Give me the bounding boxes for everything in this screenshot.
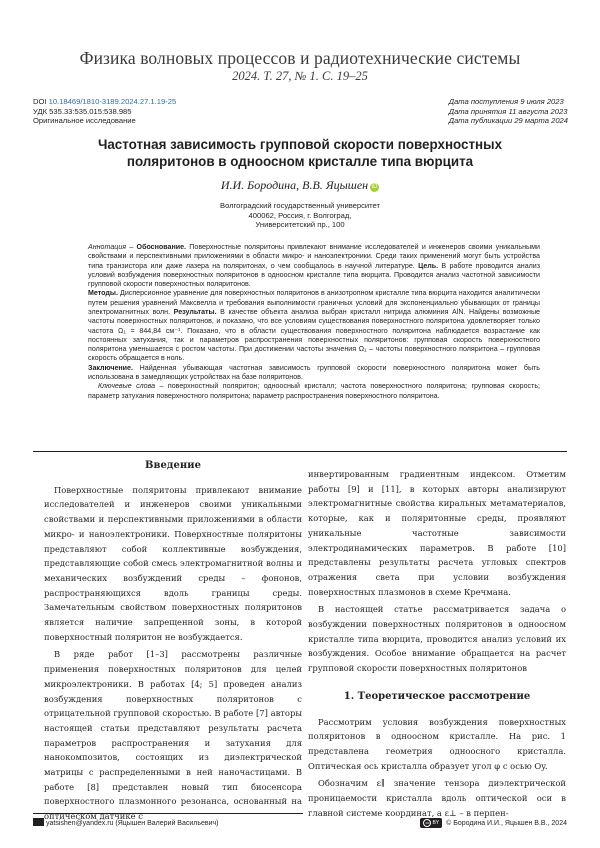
abstract-conclusion xyxy=(88,364,540,383)
affiliation-line-1: Волгоградский государственный университет xyxy=(220,201,380,210)
abstract xyxy=(88,243,540,401)
conclusion-text: Найденная убывающая частотная зависимость групповой скорости поверхностного поляритона может быть использована в замедляющих устройствах на базе поляритонов. xyxy=(88,363,540,381)
article-type: Оригинальное исследование xyxy=(33,116,136,126)
paragraph: В ряде работ [1–3] рассмотрены различные применения поверхностных поляритонов для целей микроэлектроники. В работах [4; 5] проведен анализ возбуждения поверхностных поляритонов с отрицательной групповой скоростью. В работе [7] авторы настоящей статьи представляют результаты расчета параметров распространения и затухания для нанокомпозитов, состоящих из диэлектрической матрицы с распределенными в ней наночастицами. В работе [8] представлен новый тип биосенсора поверхностного плазмонного резонанса, основанный на оптическом датчике с xyxy=(44,649,302,822)
paragraph: инвертированным градиентным индексом. Отметим работы [9] и [11], в которых авторы анализируют электромагнитные свойства киральных метаматериалов, которые, как и поляритонные среды, проявляют уникальные частотные зависимости электродинамических параметров. В работе [10] представлены результаты расчета угловых спектров отражения света при условии возбуждения поверхностных плазмонов в схеме Кречмана. xyxy=(308,469,566,597)
affiliation-line-3: Университетский пр., 100 xyxy=(255,220,345,230)
right-column xyxy=(308,467,566,820)
copyright: © Бородина И.И., Яцышен В.В., 2024 xyxy=(446,819,567,827)
cc-label: BY xyxy=(432,820,440,826)
paragraph: В настоящей статье рассматривается задача о возбуждении поверхностных поляритонов в одноосном кристалле типа вюрцита, проводится анализ условий их возбуждения. Особое внимание обращается на расчет групповой скорости поверхностных поляритонов xyxy=(308,604,566,674)
conclusion-label: Заключение. xyxy=(88,363,133,372)
section-divider xyxy=(33,451,567,452)
paragraph: Поверхностные поляритоны привлекают внимание исследователей и инженеров своими уникальными свойствами и перспективными приложениями в области микро- и наноэлектроники. Поверхностные поляритоны представляют собой коллективные возбуждения, представляющие собой смесь электромагнитной волны и механических возбуждений среды – фононов, распространяющихся вдоль границы среды. Замечательным свойством поверхностных поляритонов является наличие запрещенной зоны, в которой поверхностный поляритон не возбуждается. xyxy=(44,484,302,642)
doi-link[interactable]: 10.18469/1810-3189.2024.27.1.19-25 xyxy=(48,97,177,106)
basis-label: Обоснование. xyxy=(136,243,187,251)
orcid-icon[interactable]: iD xyxy=(371,184,378,190)
methods-label: Методы. xyxy=(88,289,118,298)
results-label: Результаты. xyxy=(173,307,217,316)
goal-text: В работе проводится анализ условий возбуждения поверхностных поляритонов в одноосном кристалле типа вюрцита. Проводится анализ частотной зависимости групповой скорости поверхностных поляритонов. xyxy=(88,261,540,289)
results-text: В качестве объекта анализа выбран кристалл нитрида алюминия AlN. Найдены возможные частоты поверхностных поляритонов, и показано, что все условиям существования поверхностного поляритона удовлетворяет только частота Ω₁ = 844,84 см⁻¹. Показано, что в области существования поверхностного поляритона наблюдается возрастание как постоянных затухания, так и параметров распространения поверхностных поляритонов: групповая скорость поверхностного поляритона уменьшается с ростом частоты. При достижении частоты значения Ω₁ – частоты поверхностного поляритона – групповая скорость обращается в ноль. xyxy=(88,307,540,363)
authors: И.И. Бородина, В.В. Яцышен xyxy=(220,178,369,192)
affiliation-line-2: 400062, Россия, г. Волгоград, xyxy=(248,210,352,220)
article-title: Частотная зависимость групповой скорости поверхностных поляритонов в одноосном кристалле типа вюрцита xyxy=(97,137,503,169)
date-received: Дата поступления 9 июля 2023 xyxy=(448,97,564,106)
affiliation xyxy=(0,201,600,230)
date-accepted: Дата принятия 11 августа 2023 xyxy=(448,106,568,116)
journal-volume: 2024. Т. 27, № 1. С. 19–25 xyxy=(232,69,368,83)
cc-by-license-icon[interactable]: cc BY xyxy=(420,818,442,828)
article-dates xyxy=(449,97,568,126)
abstract-label: Аннотация xyxy=(88,243,127,251)
journal-title: Физика волновых процессов и радиотехнические системы xyxy=(79,48,521,68)
envelope-icon xyxy=(33,818,44,826)
footer-rule xyxy=(33,813,303,814)
abstract-dash: – xyxy=(126,243,137,251)
corresponding-email[interactable]: yatsishen@yandex.ru (Яцышен Валерий Васильевич) xyxy=(46,820,219,827)
authors-line xyxy=(0,178,600,193)
article-metadata xyxy=(33,97,176,126)
date-published: Дата публикации 29 марта 2024 xyxy=(448,116,568,126)
keywords-text: – поверхностный поляритон; одноосный кристалл; частота поверхностного поляритона; групповая скорость; параметр затухания поверхностного поляритона; параметр распространения поверхностного поляритона. xyxy=(88,382,541,400)
abstract-methods xyxy=(88,289,540,363)
paragraph: Рассмотрим условия возбуждения поверхностных поляритонов в одноосном кристалле. На рис. 1 представлена геометрия одноосного кристалла. Оптическая ось кристалла образует угол φ с осью Oy. xyxy=(308,716,566,771)
section-heading-introduction: Введение xyxy=(145,460,201,471)
paragraph: Обозначим ε∥ значение тензора диэлектрической проницаемости кристалла вдоль оптической оси в главной системе координат, а ε⊥ – в перпен- xyxy=(308,778,566,818)
footer-email xyxy=(33,818,219,827)
goal-label: Цель. xyxy=(418,261,439,270)
abstract-main xyxy=(88,243,540,289)
section-heading-theory: 1. Теоретическое рассмотрение xyxy=(343,690,531,702)
doi-line xyxy=(33,97,176,107)
doi-prefix: DOI xyxy=(33,97,47,106)
methods-text: Дисперсионное уравнение для поверхностных поляритонов в анизотропном кристалле типа вюрцита находится аналитически путем решения уравнений Максвелла и требования выполнимости граничных условий для экспоненциально убывающих от границы электромагнитных волн. xyxy=(88,289,540,316)
udk-code: УДК 535.33:535.015:538.985 xyxy=(33,106,132,116)
left-column xyxy=(44,459,302,824)
keywords-label: Ключевые слова xyxy=(98,382,156,391)
basis-text: Поверхностные поляритоны привлекают внимание исследователей и инженеров своими уникальными свойствами и перспективными приложениями в области микро- и наноэлектроники. Среди таких применений могут быть устройства типа транзистора или даже лазера на поляритонах, о чем сообщалось в научной литературе. xyxy=(88,243,540,270)
footer-license xyxy=(420,818,567,828)
keywords xyxy=(88,382,540,401)
